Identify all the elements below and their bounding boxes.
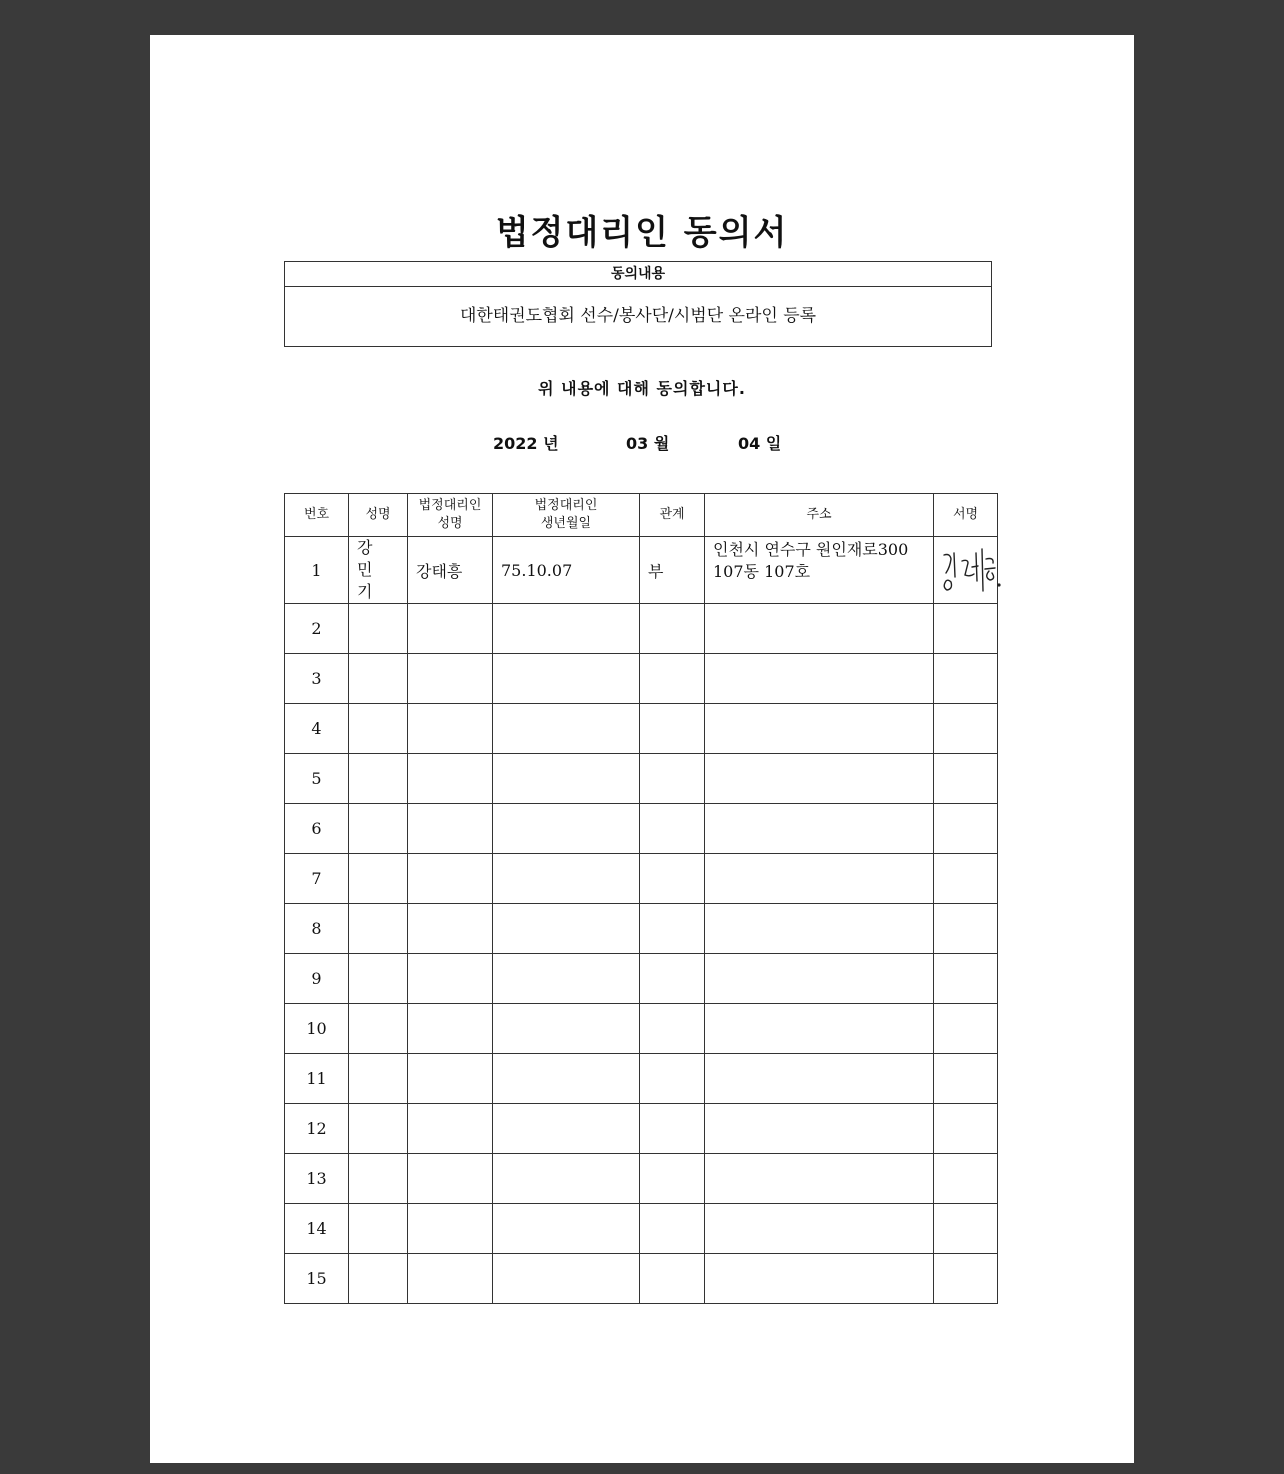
- row-signature: [934, 1204, 998, 1254]
- header-guardian-birth: [493, 494, 640, 537]
- row-name: [349, 854, 408, 904]
- row-address: [705, 1254, 934, 1304]
- row-no: 5: [285, 754, 349, 804]
- table-row: [285, 854, 998, 904]
- document-page: [150, 35, 1134, 1463]
- row-relation: [640, 754, 705, 804]
- row-name: [349, 1004, 408, 1054]
- row-signature: [934, 1104, 998, 1154]
- row-signature: [934, 754, 998, 804]
- row-relation: [640, 904, 705, 954]
- row-guardian-name: [408, 1204, 493, 1254]
- table-row: [285, 704, 998, 754]
- row-guardian-name: [408, 1154, 493, 1204]
- row-address: [705, 804, 934, 854]
- row-no: 1: [285, 537, 349, 604]
- header-guardian-birth-line1: 법정대리인: [534, 498, 598, 513]
- header-address: 주소: [705, 494, 934, 537]
- row-guardian-birth: [493, 654, 640, 704]
- row-guardian-birth: [493, 954, 640, 1004]
- table-row: [285, 1204, 998, 1254]
- row-guardian-birth: 75.10.07: [493, 537, 640, 604]
- handwritten-signature: [938, 547, 1030, 593]
- row-name: [349, 1104, 408, 1154]
- row-no: 4: [285, 704, 349, 754]
- header-guardian-name-line1: 법정대리인: [418, 498, 482, 513]
- row-guardian-name: [408, 754, 493, 804]
- row-name: [349, 704, 408, 754]
- row-relation: [640, 1004, 705, 1054]
- row-signature: [934, 804, 998, 854]
- row-name: [349, 804, 408, 854]
- row-relation: [640, 854, 705, 904]
- row-relation: [640, 1254, 705, 1304]
- row-no: 6: [285, 804, 349, 854]
- row-signature: [934, 1004, 998, 1054]
- row-no: 10: [285, 1004, 349, 1054]
- row-name: [349, 604, 408, 654]
- row-no: 2: [285, 604, 349, 654]
- row-address: [705, 704, 934, 754]
- row-guardian-birth: [493, 704, 640, 754]
- row-guardian-birth: [493, 1154, 640, 1204]
- table-row: [285, 654, 998, 704]
- date-day: 04 일: [738, 434, 782, 453]
- row-no: 3: [285, 654, 349, 704]
- row-guardian-birth: [493, 904, 640, 954]
- row-no: 15: [285, 1254, 349, 1304]
- row-signature: [934, 654, 998, 704]
- table-row: [285, 954, 998, 1004]
- row-address: [705, 1104, 934, 1154]
- row-address: [705, 537, 934, 604]
- header-relation: 관계: [640, 494, 705, 537]
- row-relation: [640, 704, 705, 754]
- row-guardian-name: [408, 1254, 493, 1304]
- document-title: 법정대리인 동의서: [495, 213, 789, 253]
- row-guardian-name: [408, 1054, 493, 1104]
- header-guardian-name-line2: 성명: [437, 516, 463, 531]
- date-year: 2022 년: [493, 434, 559, 453]
- row-guardian-name: [408, 954, 493, 1004]
- row-address: [705, 1004, 934, 1054]
- row-no: 12: [285, 1104, 349, 1154]
- row-guardian-name: [408, 1104, 493, 1154]
- row-relation: [640, 954, 705, 1004]
- row-no: 11: [285, 1054, 349, 1104]
- guardian-table: [284, 493, 998, 1304]
- row-address-line1: 인천시 연수구 원인재로300: [713, 540, 909, 559]
- consent-header: 동의내용: [285, 262, 991, 287]
- row-guardian-name: [408, 604, 493, 654]
- row-address: [705, 1204, 934, 1254]
- row-guardian-birth: [493, 1104, 640, 1154]
- header-guardian-name: [408, 494, 493, 537]
- table-header-row: [285, 494, 998, 537]
- row-relation: [640, 804, 705, 854]
- row-guardian-birth: [493, 1204, 640, 1254]
- row-guardian-birth: [493, 1254, 640, 1304]
- header-guardian-birth-line2: 생년월일: [540, 516, 592, 531]
- row-guardian-birth: [493, 604, 640, 654]
- row-name: [349, 1054, 408, 1104]
- row-address-line2: 107동 107호: [713, 562, 811, 581]
- row-address: [705, 904, 934, 954]
- row-address: [705, 854, 934, 904]
- row-signature: [934, 537, 998, 604]
- table-row: [285, 1004, 998, 1054]
- row-name: 강 민 기: [349, 537, 408, 604]
- row-name: [349, 954, 408, 1004]
- row-name: [349, 1154, 408, 1204]
- row-signature: [934, 1154, 998, 1204]
- row-address: [705, 1054, 934, 1104]
- header-signature: 서명: [934, 494, 998, 537]
- row-relation: [640, 1104, 705, 1154]
- table-row: [285, 1054, 998, 1104]
- row-signature: [934, 604, 998, 654]
- row-signature: [934, 704, 998, 754]
- table-row: [285, 754, 998, 804]
- date-month: 03 월: [626, 434, 670, 453]
- row-guardian-name: [408, 904, 493, 954]
- row-guardian-birth: [493, 804, 640, 854]
- row-guardian-birth: [493, 754, 640, 804]
- header-no: 번호: [285, 494, 349, 537]
- row-relation: [640, 654, 705, 704]
- table-row: [285, 904, 998, 954]
- row-signature: [934, 854, 998, 904]
- row-relation: [640, 1154, 705, 1204]
- row-address: [705, 604, 934, 654]
- table-row: [285, 1154, 998, 1204]
- row-name: [349, 904, 408, 954]
- row-name: [349, 1204, 408, 1254]
- consent-box: [284, 261, 992, 347]
- row-address: [705, 954, 934, 1004]
- row-guardian-name: [408, 854, 493, 904]
- row-relation: 부: [640, 537, 705, 604]
- row-relation: [640, 1054, 705, 1104]
- row-no: 14: [285, 1204, 349, 1254]
- row-no: 7: [285, 854, 349, 904]
- table-row: [285, 1254, 998, 1304]
- row-signature: [934, 1054, 998, 1104]
- table-row: [285, 804, 998, 854]
- row-address: [705, 654, 934, 704]
- row-no: 13: [285, 1154, 349, 1204]
- row-name: [349, 1254, 408, 1304]
- row-guardian-birth: [493, 854, 640, 904]
- row-guardian-name: [408, 704, 493, 754]
- agree-statement: 위 내용에 대해 동의합니다.: [538, 379, 746, 398]
- row-guardian-name: [408, 1004, 493, 1054]
- row-name: [349, 654, 408, 704]
- table-row: [285, 1104, 998, 1154]
- header-name: 성명: [349, 494, 408, 537]
- row-relation: [640, 604, 705, 654]
- row-address: [705, 754, 934, 804]
- row-name: [349, 754, 408, 804]
- row-guardian-name: 강태흥: [408, 537, 493, 604]
- row-no: 9: [285, 954, 349, 1004]
- consent-text: 대한태권도협회 선수/봉사단/시범단 온라인 등록: [459, 306, 817, 326]
- row-relation: [640, 1204, 705, 1254]
- row-guardian-birth: [493, 1054, 640, 1104]
- row-no: 8: [285, 904, 349, 954]
- row-address: [705, 1154, 934, 1204]
- row-signature: [934, 904, 998, 954]
- row-guardian-name: [408, 654, 493, 704]
- row-guardian-name: [408, 804, 493, 854]
- table-row: [285, 537, 998, 604]
- row-signature: [934, 1254, 998, 1304]
- table-row: [285, 604, 998, 654]
- row-signature: [934, 954, 998, 1004]
- row-guardian-birth: [493, 1004, 640, 1054]
